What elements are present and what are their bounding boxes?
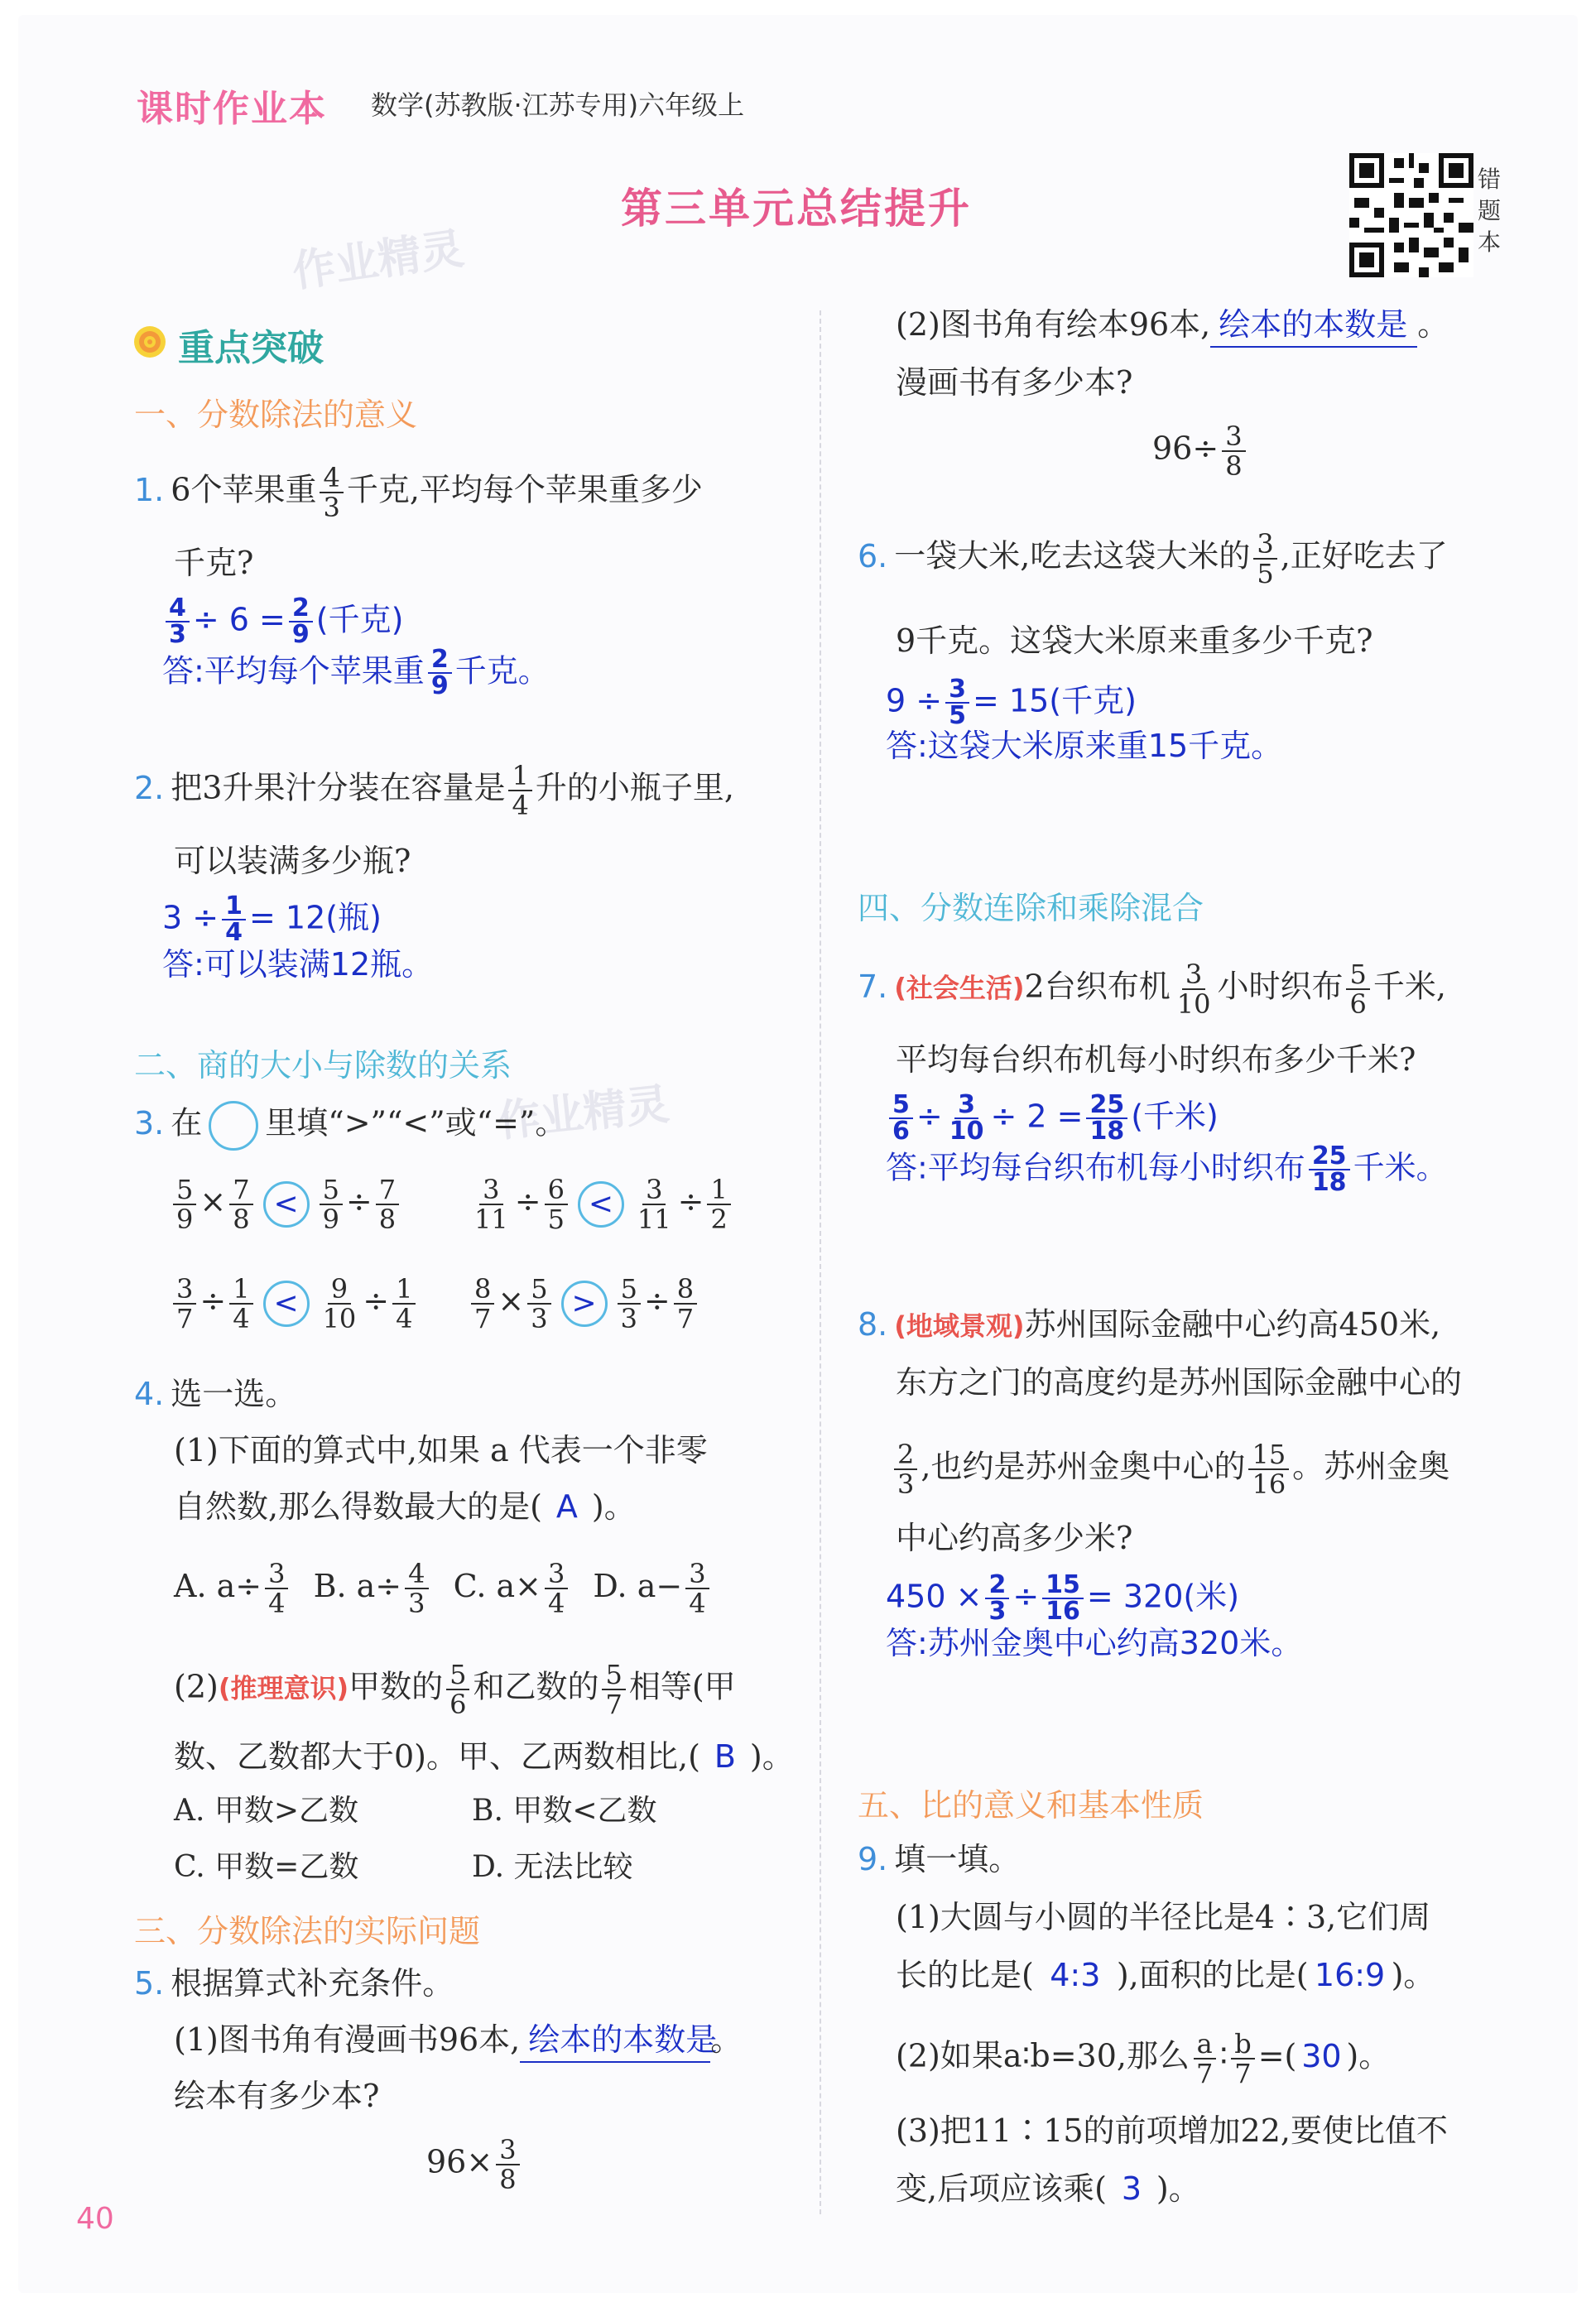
question-text: 千克,平均每个苹果重多少	[346, 471, 703, 508]
question-text: (1)下面的算式中,如果 a 代表一个非零	[174, 1432, 708, 1468]
answer-statement: 答:平均每台织布机每小时织布 $\frac{25}{18}$ 千米。	[886, 1141, 1448, 1197]
compare-item: $\frac{3}{7}$ ÷ $\frac{1}{4}$ < $\frac{9}{10}$ ÷ $\frac{1}{4}$	[170, 1275, 419, 1333]
answer-blank[interactable]: 16:9	[1314, 1957, 1386, 1993]
answer-statement: 答:可以装满12瓶。	[162, 946, 434, 983]
question-8: 8. (地域景观)苏州国际金融中心约高450米,	[858, 1306, 1441, 1343]
question-text: 6个苹果重	[171, 471, 317, 508]
question-text: 长的比是( 4:3 ),面积的比是( 16:9 )。	[896, 1957, 1435, 1993]
answer-expression: 3 ÷ $\frac{1}{4}$ = 12(瓶)	[162, 892, 382, 947]
question-text: (3)把11∶15的前项增加22,要使比值不	[896, 2112, 1448, 2149]
unit-title: 第三单元总结提升	[621, 185, 972, 233]
page-number: 40	[76, 2202, 114, 2236]
answer-circle[interactable]: <	[263, 1281, 310, 1327]
answer-expression: $\frac{4}{3}$ ÷ 6 = $\frac{2}{9}$ (千克)	[162, 596, 403, 647]
fraction: $\frac{1}{4}$	[222, 894, 246, 945]
question-number: 9.	[858, 1841, 888, 1877]
question-text: 可以装满多少瓶?	[174, 843, 411, 879]
fraction: $\frac{1}{4}$	[508, 762, 531, 819]
question-number: 5.	[134, 1965, 165, 2002]
compare-item: $\frac{8}{7}$ × $\frac{5}{3}$ > $\frac{5}{3}$ ÷ $\frac{8}{7}$	[468, 1275, 700, 1333]
question-text: 中心约高多少米?	[896, 1520, 1133, 1556]
choice-option[interactable]: C. 甲数=乙数	[174, 1850, 359, 1884]
question-text: 漫画书有多少本?	[896, 364, 1133, 401]
answer-expression: 450 × $\frac{2}{3}$ ÷ $\frac{15}{16}$ = 320(米)	[886, 1570, 1240, 1626]
answer-expression: $\frac{5}{6}$ ÷ $\frac{3}{10}$ ÷ 2 = $\frac{25}{18}$ (千米)	[886, 1093, 1219, 1144]
fraction: $\frac{2}{9}$	[289, 596, 313, 647]
question-number: 7.	[858, 968, 888, 1005]
question-4: 4. 选一选。	[134, 1376, 297, 1412]
question-text: (1)图书角有漫画书96本, 绘本的本数是。	[174, 2020, 742, 2063]
question-text: 9千克。这袋大米原来重多少千克?	[896, 622, 1373, 659]
question-number: 1.	[134, 471, 165, 508]
subject-line: 数学(苏教版·江苏专用)六年级上	[371, 89, 745, 121]
option[interactable]: C. a× $\frac{3}{4}$	[454, 1568, 572, 1604]
question-5: 5. 根据算式补充条件。	[134, 1965, 454, 2002]
question-7: 7. (社会生活)2台织布机 $\frac{3}{10}$ 小时织布 $\frac{5}{6}$ 千米,	[858, 959, 1446, 1020]
section-main-title: 重点突破	[178, 327, 324, 369]
choice-option[interactable]: A. 甲数>乙数	[174, 1794, 359, 1828]
question-number: 4.	[134, 1376, 165, 1412]
answer-statement: 答:苏州金奥中心约高320米。	[886, 1625, 1303, 1661]
question-3: 3. 在 里填“>”“<”或“=”。	[134, 1101, 566, 1151]
target-icon	[132, 324, 167, 359]
answer-blank[interactable]: 3	[1121, 2170, 1142, 2207]
compare-item: $\frac{3}{11}$ ÷ $\frac{6}{5}$ < $\frac{3}{11}$ ÷ $\frac{1}{2}$	[468, 1175, 734, 1233]
empty-circle	[209, 1101, 258, 1151]
option[interactable]: A. a÷ $\frac{3}{4}$	[174, 1568, 291, 1604]
fraction: $\frac{4}{3}$	[166, 596, 190, 647]
question-number: 8.	[858, 1306, 888, 1343]
question-text: 千克?	[174, 545, 254, 581]
fraction: $\frac{4}{3}$	[320, 464, 343, 521]
column-divider	[820, 310, 821, 2214]
answer-blank[interactable]: A	[555, 1488, 578, 1525]
question-text: 绘本有多少本?	[174, 2078, 380, 2114]
question-9: 9. 填一填。	[858, 1841, 1021, 1877]
answer-blank[interactable]: B	[714, 1738, 736, 1775]
answer-fill[interactable]: 绘本的本数是	[520, 2020, 710, 2063]
question-text: $\frac{2}{3}$ ,也约是苏州金奥中心的 $\frac{15}{16}$ 。苏州金奥	[891, 1440, 1449, 1498]
qr-label: 错题本	[1478, 166, 1502, 256]
question-6: 6. 一袋大米,吃去这袋大米的 $\frac{3}{5}$ ,正好吃去了	[858, 528, 1448, 589]
question-text: (2)图书角有绘本96本, 绘本的本数是 。	[896, 305, 1449, 348]
question-text: 平均每台织布机每小时织布多少千米?	[896, 1041, 1416, 1078]
question-text: (1)大圆与小圆的半径比是4∶3,它们周	[896, 1899, 1431, 1935]
option-row	[174, 1560, 713, 1617]
answer-circle[interactable]: >	[561, 1281, 608, 1327]
question-text: 自然数,那么得数最大的是( A )。	[174, 1488, 636, 1525]
section-title: 三、分数除法的实际问题	[134, 1913, 481, 1949]
compare-item: $\frac{5}{9}$ × $\frac{7}{8}$ < $\frac{5}{9}$ ÷ $\frac{7}{8}$	[170, 1175, 402, 1233]
answer-circle[interactable]: <	[263, 1181, 310, 1228]
section-title: 一、分数除法的意义	[134, 397, 418, 433]
question-2: 2. 把3升果汁分装在容量是 $\frac{1}{4}$ 升的小瓶子里,	[134, 760, 734, 821]
answer-circle[interactable]: <	[578, 1181, 624, 1228]
fraction: $\frac{2}{9}$	[428, 647, 452, 699]
option[interactable]: B. a÷ $\frac{4}{3}$	[314, 1568, 432, 1604]
question-text: (2)如果a∶b=30,那么 $\frac{a}{7}$ ∶ $\frac{b}{7}$ =( 30 )。	[896, 2028, 1391, 2089]
answer-fill[interactable]: 绘本的本数是	[1210, 305, 1417, 348]
question-number: 6.	[858, 537, 888, 574]
expression: 96× $\frac{3}{8}$	[426, 2136, 523, 2194]
topic-tag: (推理意识)	[218, 1672, 349, 1704]
choice-option[interactable]: B. 甲数<乙数	[472, 1794, 657, 1828]
question-text: 东方之门的高度约是苏州国际金融中心的	[896, 1364, 1463, 1401]
answer-statement: 答:这袋大米原来重15千克。	[886, 728, 1283, 764]
topic-tag: (地域景观)	[894, 1310, 1025, 1342]
brand-title: 课时作业本	[137, 88, 327, 130]
expression: 96÷ $\frac{3}{8}$	[1152, 422, 1249, 480]
question-number: 3.	[134, 1104, 165, 1141]
section-title: 四、分数连除和乘除混合	[858, 890, 1204, 926]
answer-blank[interactable]: 4:3	[1050, 1957, 1101, 1993]
option[interactable]: D. a− $\frac{3}{4}$	[593, 1568, 712, 1604]
topic-tag: (社会生活)	[894, 972, 1025, 1004]
question-text: 变,后项应该乘( 3 )。	[896, 2170, 1200, 2207]
question-text: (2)(推理意识)甲数的 $\frac{5}{6}$ 和乙数的 $\frac{5}{7}$ 相等(甲	[174, 1659, 736, 1720]
question-text: 数、乙数都大于0)。甲、乙两数相比,( B )。	[174, 1738, 794, 1775]
section-title: 二、商的大小与除数的关系	[134, 1047, 512, 1084]
answer-blank[interactable]: 30	[1301, 2037, 1342, 2074]
choice-option[interactable]: D. 无法比较	[472, 1850, 633, 1884]
watermark: 作业精灵	[495, 1079, 672, 1147]
section-title: 五、比的意义和基本性质	[858, 1787, 1204, 1824]
question-number: 2.	[134, 769, 165, 806]
answer-expression: 9 ÷ $\frac{3}{5}$ = 15(千克)	[886, 675, 1137, 730]
qr-code-icon[interactable]	[1349, 153, 1473, 277]
watermark: 作业精灵	[289, 223, 467, 298]
question-1	[134, 464, 703, 521]
answer-statement: 答:平均每个苹果重 $\frac{2}{9}$ 千克。	[162, 645, 550, 700]
